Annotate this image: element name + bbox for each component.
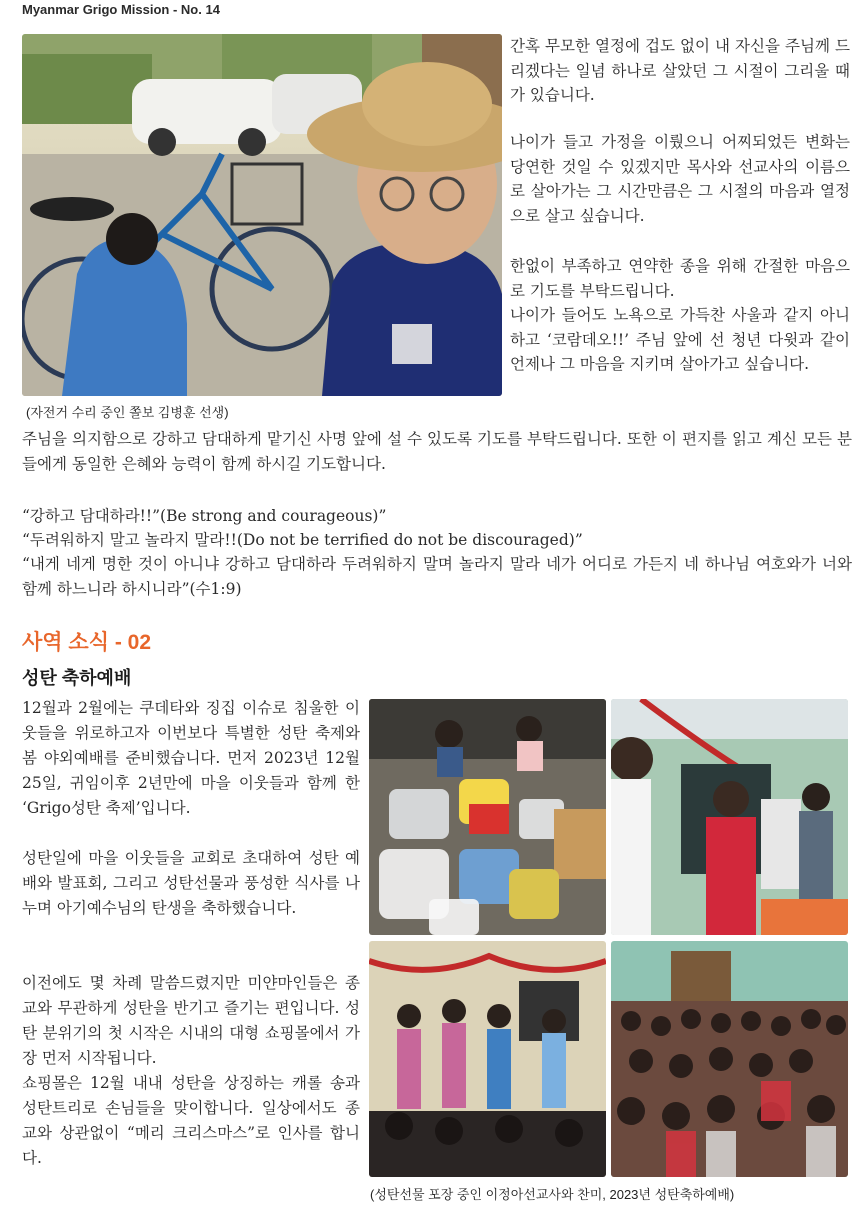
christmas-presentation-photo — [611, 699, 848, 935]
section-heading: 사역 소식 - 02 — [22, 631, 151, 654]
paragraph-change: 나이가 들고 가정을 이뤘으니 어찌되었든 변화는 당연한 것일 수 있겠지만 목사와 선교사의 이름으로 살아가는 그 시간만큼은 그 시절의 마음과 열정으로 살고 싶습니다. — [510, 133, 850, 225]
quote-joshua-1-9: “내게 네게 명한 것이 아니냐 강하고 담대하라 두려워하지 말며 놀라지 말라 네가 어디로 가든지 네 하나님 여호와가 너와 함께 하느니라 하시니라”(수1:9) — [22, 555, 852, 598]
paragraph-christmas-day: 성탄일에 마을 이웃들을 교회로 초대하여 성탄 예배와 발표회, 그리고 성탄선물과 풍성한 식사를 나누며 아기예수님의 탄생을 축하했습니다. — [22, 849, 360, 917]
paragraph-shopping-mall: 쇼핑몰은 12월 내내 성탄을 상징하는 캐롤 송과 성탄트리로 손님들을 맞이합니다. 일상에서도 종교와 상관없이 “메리 크리스마스”로 인사를 합니다. — [22, 1074, 360, 1167]
christmas-performance-photo — [369, 941, 606, 1177]
paragraph-coram-deo: 나이가 들어도 노욕으로 가득찬 사울과 같지 아니하고 ‘코람데오!!’ 주님 앞에 선 청년 다윗과 같이 언제나 그 마음을 지키며 살아가고 싶습니다. — [510, 306, 850, 373]
quote-do-not-be-terrified: “두려워하지 말고 놀라지 말라!!(Do not be terrified do not be discouraged)” — [22, 531, 583, 549]
paragraph-blessing: 주님을 의지함으로 강하고 담대하게 맡기신 사명 앞에 설 수 있도록 기도를 부탁드립니다. 또한 이 편지를 읽고 계신 모든 분들에게 동일한 은혜와 능력이 함께 하시길 기도합니다. — [22, 430, 852, 473]
sub-heading: 성탄 축하예배 — [22, 668, 132, 688]
quote-strong-courageous: “강하고 담대하라!!”(Be strong and courageous)” — [22, 507, 387, 525]
gift-packing-photo — [369, 699, 606, 935]
bicycle-repair-photo — [22, 34, 502, 396]
paragraph-myanmar-christmas: 이전에도 몇 차례 말씀드렸지만 미얀마인들은 종교와 무관하게 성탄을 반기고 즐기는 편입니다. 성탄 분위기의 첫 시작은 시내의 대형 쇼핑몰에서 가장 먼저 시작됩니다. — [22, 974, 360, 1067]
paragraph-prayer-request: 한없이 부족하고 연약한 종을 위해 간절한 마음으로 기도를 부탁드립니다. — [510, 257, 850, 300]
congregation-photo — [611, 941, 848, 1177]
paragraph-christmas-festival: 12월과 2월에는 쿠데타와 징집 이슈로 침울한 이웃들을 위로하고자 이번보다 특별한 성탄 축제와 봄 야외예배를 준비했습니다. 먼저 2023년 12월 25일, 귀임이후 2년만에 마을 이웃들과 함께 한 ‘Grigo성탄 축제’입니다. — [22, 699, 360, 817]
top-photo-caption: (자전거 수리 중인 쫄보 김병훈 선생) — [26, 405, 229, 420]
grid-photos-caption: (성탄선물 포장 중인 이정아선교사와 찬미, 2023년 성탄축하예배) — [370, 1187, 735, 1202]
paragraph-memory: 간혹 무모한 열정에 겁도 없이 내 자신을 주님께 드리겠다는 일념 하나로 살았던 그 시절이 그리울 때가 있습니다. — [510, 37, 850, 104]
newsletter-header: Myanmar Grigo Mission - No. 14 — [22, 2, 220, 17]
